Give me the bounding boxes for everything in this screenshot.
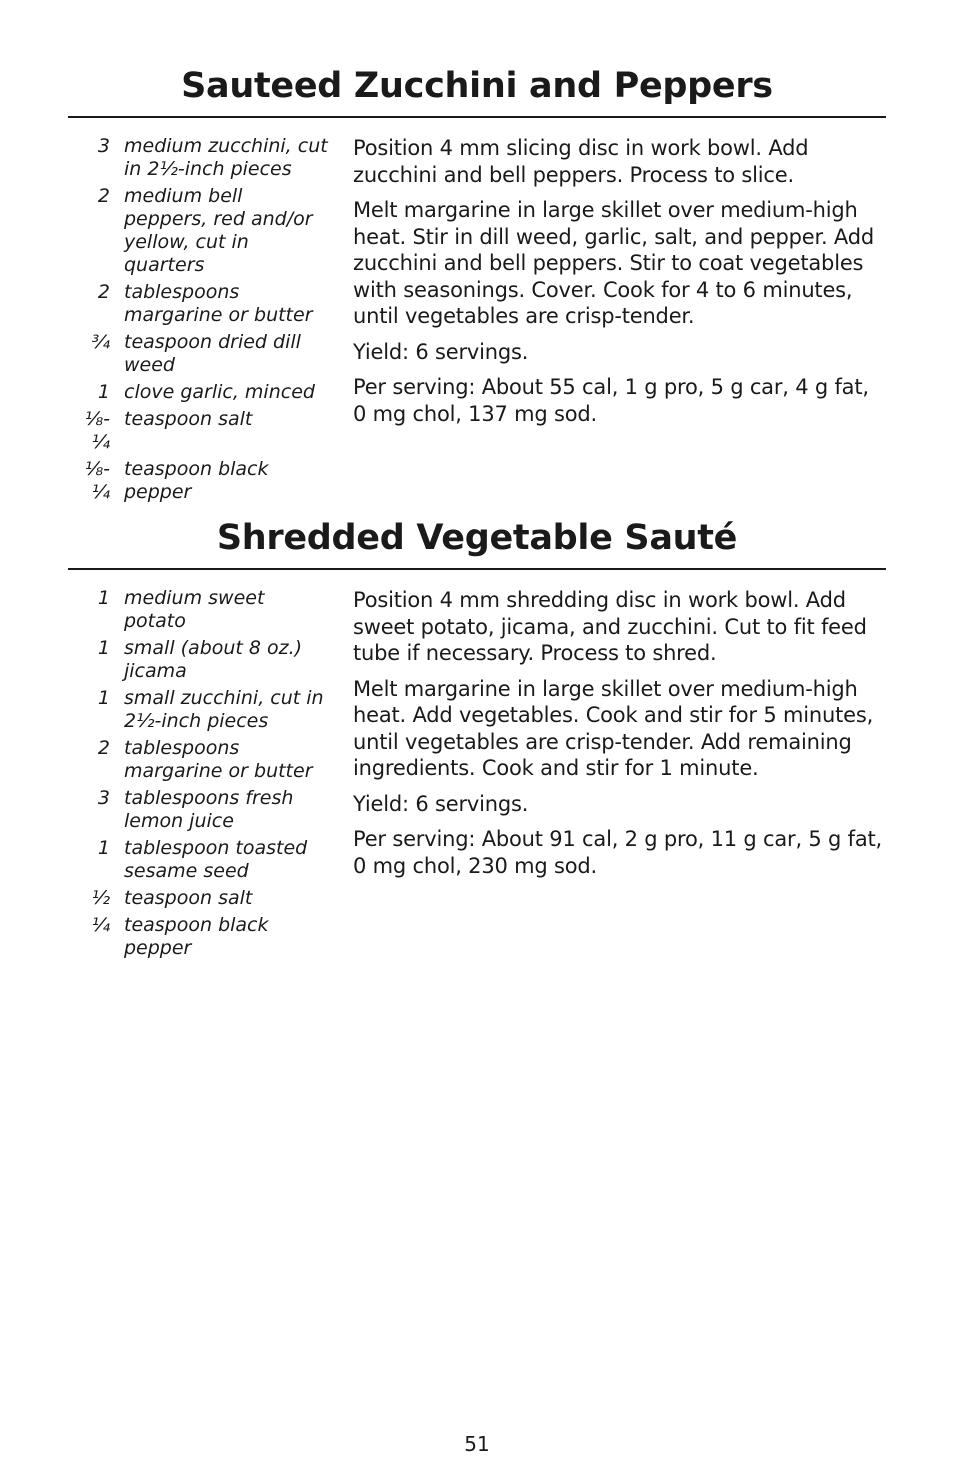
direction-paragraph: Melt margarine in large skillet over medium-high heat. Add vegetables. Cook and stir for 5 minutes, until vegetables are crisp-tender. Add remaining ingredients. Cook and stir for 1 minute.	[353, 676, 874, 780]
ingredient-quantity: 3	[97, 787, 110, 809]
ingredient-quantity: ½	[91, 887, 110, 909]
ingredient-item	[68, 381, 336, 404]
ingredient-list	[68, 587, 336, 964]
direction-paragraph: Position 4 mm shredding disc in work bowl. Add sweet potato, jicama, and zucchini. Cut to fit feed tube if necessary. Process to shred.	[353, 588, 867, 665]
ingredient-item	[68, 185, 336, 277]
ingredient-quantity: 2	[97, 737, 110, 759]
ingredient-quantity: ¾	[91, 331, 110, 353]
page-number: 51	[464, 1432, 490, 1456]
direction-paragraph: Position 4 mm slicing disc in work bowl. Add zucchini and bell peppers. Process to slice.	[353, 136, 809, 187]
ingredient-description: tablespoons margarine or butter	[124, 281, 313, 326]
ingredient-description: tablespoon toasted sesame seed	[124, 837, 308, 882]
ingredient-item	[68, 331, 336, 377]
ingredient-quantity: 1	[97, 687, 110, 709]
ingredient-item	[68, 135, 336, 181]
yield-text: Yield: 6 servings.	[353, 339, 529, 364]
ingredient-quantity: ¼	[91, 914, 110, 936]
ingredient-item	[68, 737, 336, 783]
ingredient-description: small zucchini, cut in 2½-inch pieces	[124, 687, 324, 732]
ingredient-quantity: ⅛-¼	[84, 458, 110, 503]
ingredient-description: tablespoons fresh lemon juice	[124, 787, 294, 832]
ingredient-quantity: ⅛-¼	[84, 408, 110, 453]
ingredient-list	[68, 135, 336, 508]
ingredient-quantity: 1	[97, 381, 110, 403]
ingredient-quantity: 1	[97, 837, 110, 859]
ingredient-description: small (about 8 oz.) jicama	[124, 637, 303, 682]
ingredient-item	[68, 458, 336, 504]
ingredient-description: teaspoon black pepper	[124, 914, 269, 959]
ingredient-description: teaspoon black pepper	[124, 458, 269, 503]
ingredient-description: teaspoon salt	[124, 887, 253, 909]
ingredient-item	[68, 914, 336, 960]
ingredient-item	[68, 787, 336, 833]
title-divider	[68, 568, 886, 570]
recipe-title: Shredded Vegetable Sauté	[216, 518, 738, 558]
ingredient-quantity: 3	[97, 135, 110, 157]
directions	[353, 587, 888, 888]
nutrition-text: Per serving: About 91 cal, 2 g pro, 11 g car, 5 g fat, 0 mg chol, 230 mg sod.	[353, 827, 883, 878]
ingredient-description: clove garlic, minced	[124, 381, 315, 403]
ingredient-description: tablespoons margarine or butter	[124, 737, 313, 782]
ingredient-item	[68, 408, 336, 454]
ingredient-quantity: 2	[97, 185, 110, 207]
ingredient-description: teaspoon salt	[124, 408, 253, 430]
ingredient-quantity: 1	[97, 587, 110, 609]
ingredient-item	[68, 687, 336, 733]
recipe-title: Sauteed Zucchini and Peppers	[181, 66, 773, 106]
ingredient-description: teaspoon dried dill weed	[124, 331, 301, 376]
recipe-shredded-vegetable-saute	[68, 512, 886, 959]
ingredient-item	[68, 837, 336, 883]
ingredient-quantity: 2	[97, 281, 110, 303]
yield-text: Yield: 6 servings.	[353, 791, 529, 816]
ingredient-item	[68, 887, 336, 910]
ingredient-quantity: 1	[97, 637, 110, 659]
ingredient-item	[68, 637, 336, 683]
ingredient-item	[68, 587, 336, 633]
ingredient-item	[68, 281, 336, 327]
directions	[353, 135, 888, 436]
ingredient-description: medium sweet potato	[124, 587, 265, 632]
recipe-sauteed-zucchini	[68, 60, 886, 503]
title-divider	[68, 116, 886, 118]
direction-paragraph: Melt margarine in large skillet over medium-high heat. Stir in dill weed, garlic, salt, and pepper. Add zucchini and bell peppers. Stir to coat vegetables with seasonings. Cover. Cook for 4 to 6 minutes, until vegetables are crisp-tender.	[353, 198, 874, 328]
ingredient-description: medium zucchini, cut in 2½-inch pieces	[124, 135, 328, 180]
ingredient-description: medium bell peppers, red and/or yellow, cut in quarters	[124, 185, 313, 276]
nutrition-text: Per serving: About 55 cal, 1 g pro, 5 g car, 4 g fat, 0 mg chol, 137 mg sod.	[353, 375, 869, 426]
